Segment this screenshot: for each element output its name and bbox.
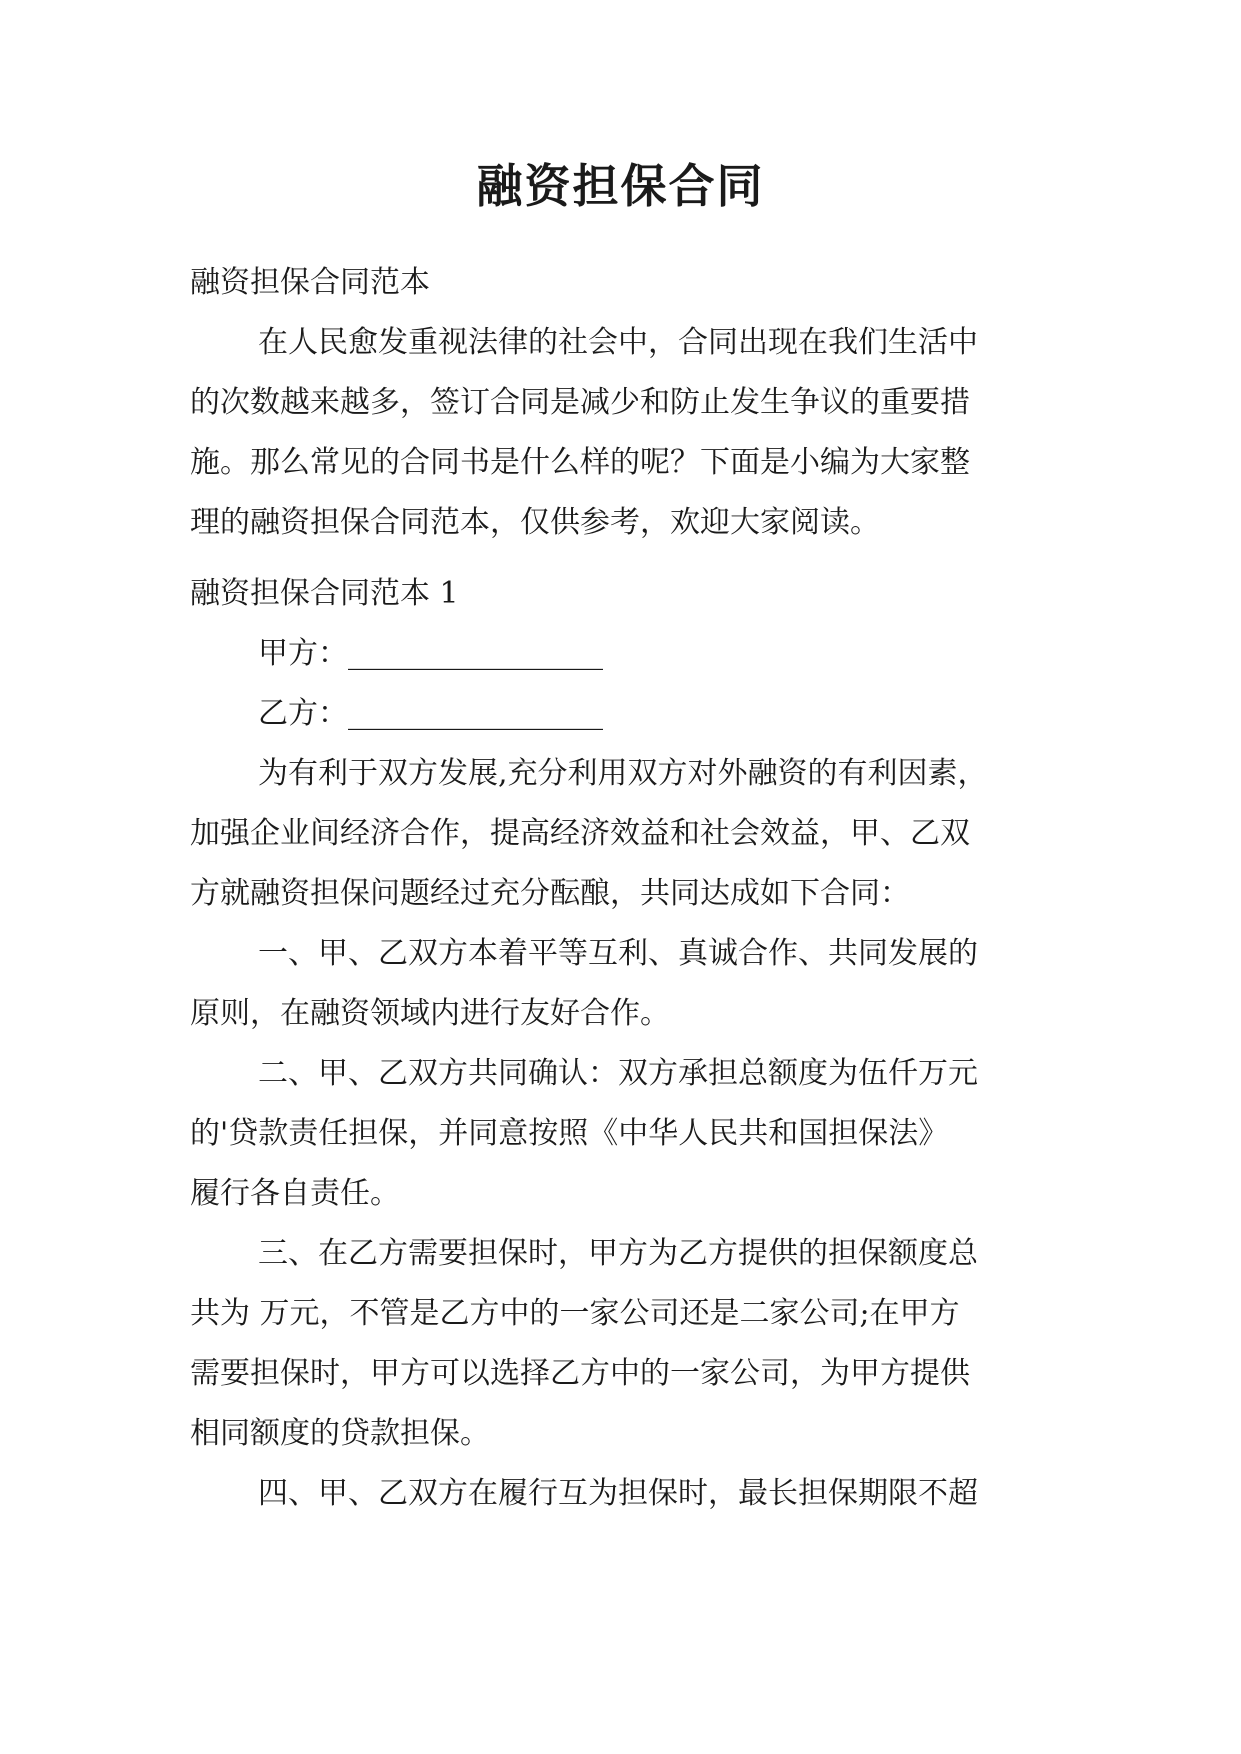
document-title: 融资担保合同 bbox=[476, 159, 765, 213]
party-a-line bbox=[190, 624, 1052, 684]
party-a-label: 甲方： bbox=[258, 636, 348, 671]
section-heading: 融资担保合同范本 bbox=[190, 265, 430, 300]
intro-line: 的次数越来越多，签订合同是减少和防止发生争议的重要措 bbox=[190, 385, 970, 420]
clause-3-line: 相同额度的贷款担保。 bbox=[190, 1416, 490, 1451]
clause-1-line: 一、甲、乙双方本着平等互利、真诚合作、共同发展的 bbox=[258, 936, 978, 971]
clause-3-line: 共为 万元，不管是乙方中的一家公司还是二家公司;在甲方 bbox=[190, 1296, 960, 1331]
intro-line: 施。那么常见的合同书是什么样的呢？下面是小编为大家整 bbox=[190, 445, 970, 480]
clause-4-line: 四、甲、乙双方在履行互为担保时，最长担保期限不超 bbox=[258, 1476, 978, 1511]
intro-line: 在人民愈发重视法律的社会中，合同出现在我们生活中 bbox=[258, 325, 978, 360]
intro-section bbox=[190, 253, 1052, 553]
clause-2-line: 二、甲、乙双方共同确认：双方承担总额度为伍仟万元 bbox=[258, 1056, 978, 1091]
sample-heading: 融资担保合同范本 1 bbox=[190, 576, 459, 611]
party-b-blank: _________________ bbox=[348, 696, 603, 731]
clause-3-line: 需要担保时，甲方可以选择乙方中的一家公司，为甲方提供 bbox=[190, 1356, 970, 1391]
clause-2-line: 的'贷款责任担保，并同意按照《中华人民共和国担保法》 bbox=[190, 1116, 949, 1151]
party-b-line bbox=[190, 684, 1052, 744]
preamble-line: 为有利于双方发展,充分利用双方对外融资的有利因素， bbox=[258, 756, 988, 791]
preamble-line: 方就融资担保问题经过充分酝酿，共同达成如下合同： bbox=[190, 876, 910, 911]
party-a-blank: _________________ bbox=[348, 636, 603, 671]
clause-1-line: 原则，在融资领域内进行友好合作。 bbox=[190, 996, 670, 1031]
clause-2-line: 履行各自责任。 bbox=[190, 1176, 400, 1211]
clause-3-line: 三、在乙方需要担保时，甲方为乙方提供的担保额度总 bbox=[258, 1236, 978, 1271]
preamble-line: 加强企业间经济合作，提高经济效益和社会效益，甲、乙双 bbox=[190, 816, 970, 851]
contract-section bbox=[190, 564, 1052, 1524]
party-b-label: 乙方： bbox=[258, 696, 348, 731]
intro-line: 理的融资担保合同范本，仅供参考，欢迎大家阅读。 bbox=[190, 505, 880, 540]
